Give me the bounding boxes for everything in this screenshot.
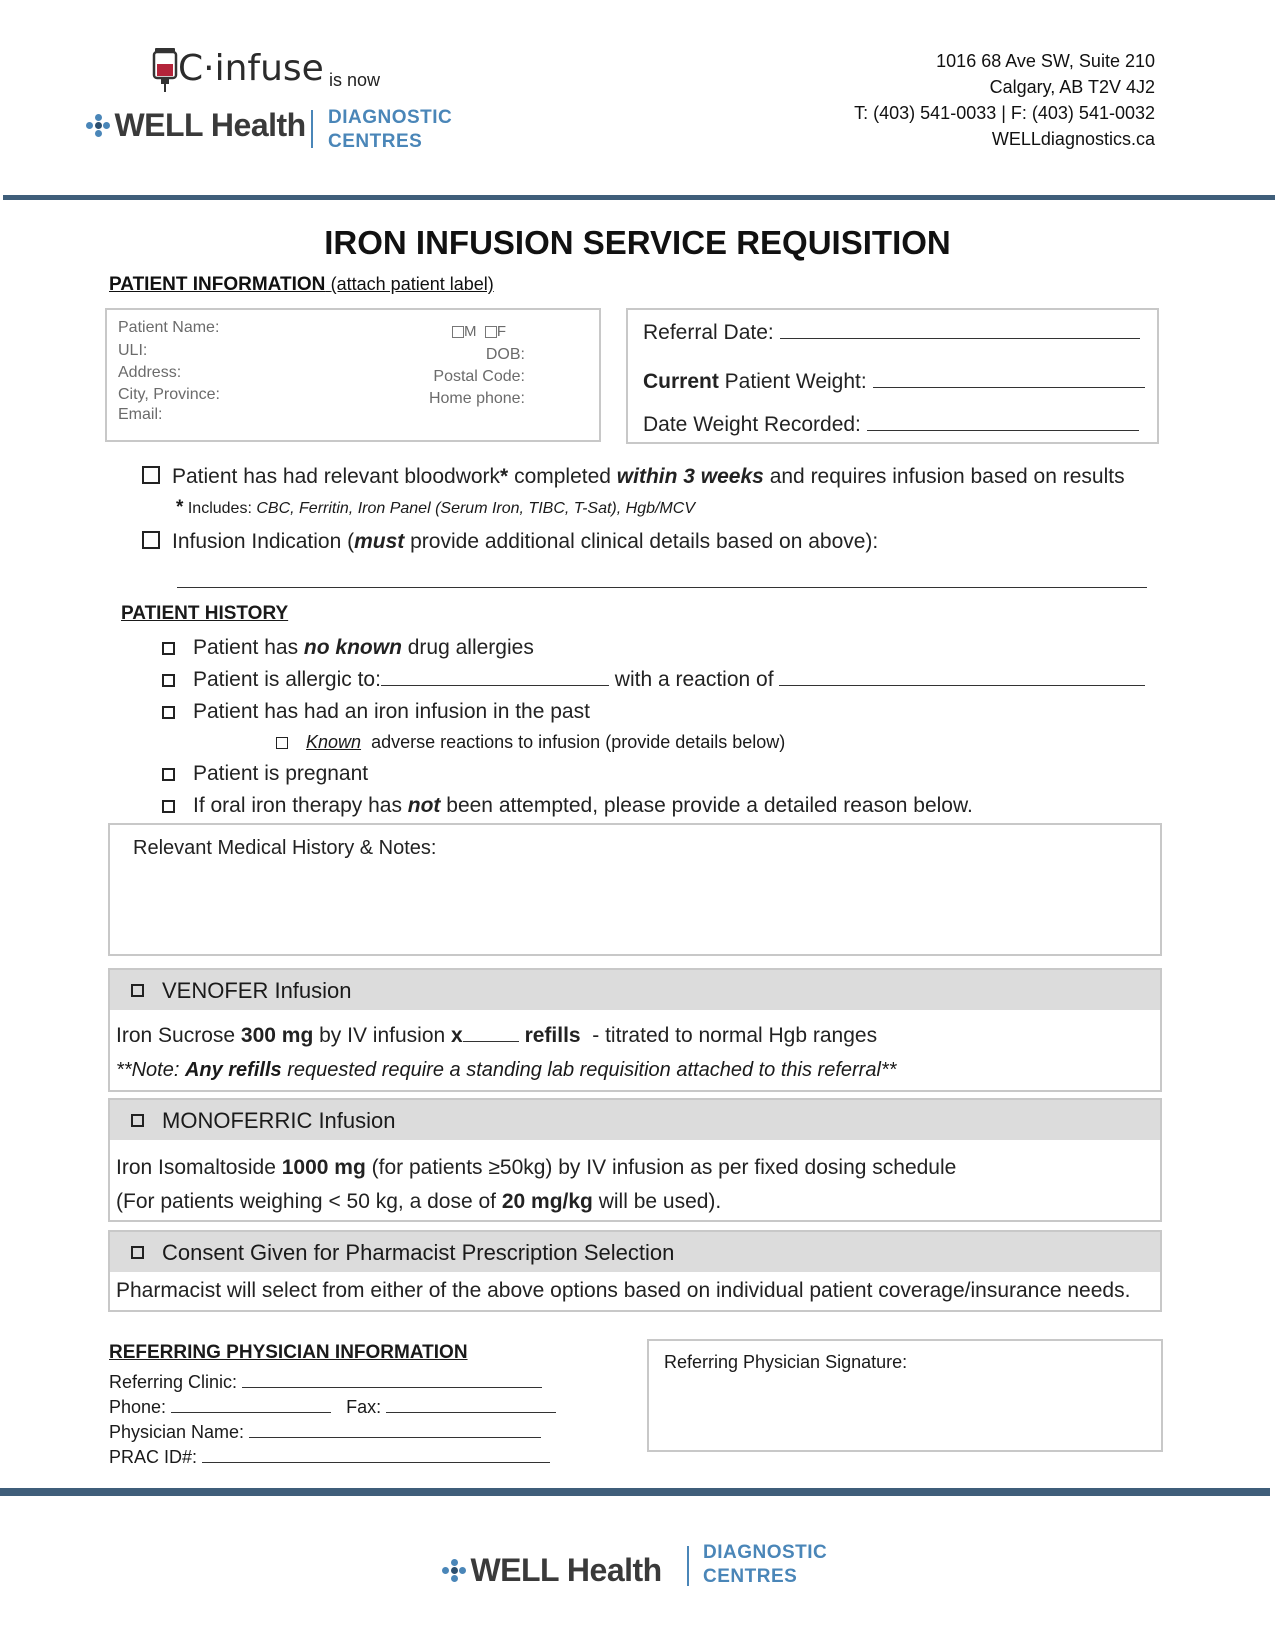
prac-id-row: [109, 1445, 556, 1470]
phone-label: Phone:: [109, 1397, 167, 1417]
venofer-note-emph: Any refills: [184, 1059, 282, 1081]
venofer-refills-field[interactable]: [463, 1040, 519, 1042]
sex-options: [452, 323, 506, 340]
known-adverse-row: [276, 732, 785, 753]
no-allergy-row: [162, 636, 534, 660]
physician-name-row: [109, 1420, 556, 1445]
oral-emph: not: [407, 794, 441, 817]
indication-details-field[interactable]: [177, 586, 1147, 588]
centres-text: CENTRES: [328, 131, 423, 152]
venofer-dose-line: [116, 1024, 877, 1048]
date-weight-field[interactable]: [867, 429, 1139, 431]
bloodwork-emph: within 3 weeks: [616, 465, 764, 488]
footer-well-dots-icon: [442, 1559, 466, 1583]
oral-text-1: If oral iron therapy has: [193, 794, 408, 817]
referral-date-row: [643, 321, 1140, 345]
fax-label: Fax:: [346, 1397, 382, 1417]
male-label: M: [464, 323, 477, 340]
well-dots-icon: [86, 114, 110, 138]
footer-well-health-logo: [442, 1552, 662, 1589]
known-adverse-checkbox[interactable]: [276, 737, 288, 749]
is-now-text: is now: [329, 70, 381, 90]
venofer-section: [108, 968, 1162, 1092]
clinic-label: Referring Clinic:: [109, 1372, 238, 1392]
bloodwork-includes: [176, 497, 695, 519]
consent-checkbox[interactable]: [131, 1246, 144, 1259]
well-health-logo: [86, 107, 306, 144]
clinic-address-block: [854, 48, 1155, 152]
footer-well-health-wordmark: WELL Health: [470, 1552, 662, 1588]
patient-history-heading: PATIENT HISTORY: [121, 603, 289, 624]
pregnant-text: Patient is pregnant: [193, 762, 369, 785]
postal-code-label: Postal Code:: [433, 368, 525, 385]
indication-checkbox[interactable]: [142, 531, 160, 549]
female-label: F: [496, 323, 507, 340]
date-weight-label: Date Weight Recorded:: [643, 413, 861, 436]
monoferric-weight-line: [116, 1190, 721, 1214]
monoferric-drug: Iron Isomaltoside: [116, 1156, 282, 1179]
monoferric-dose: 1000 mg: [281, 1156, 366, 1179]
city-province-label: City, Province:: [118, 386, 220, 403]
current-label: Current: [643, 370, 719, 393]
physician-name-field[interactable]: [249, 1436, 541, 1438]
email-label: Email:: [118, 406, 163, 423]
monoferric-weight-dose: 20 mg/kg: [501, 1190, 593, 1213]
male-checkbox[interactable]: [452, 326, 464, 338]
known-text: Known: [306, 732, 362, 752]
includes-list: CBC, Ferritin, Iron Panel (Serum Iron, TIBC, T-Sat), Hgb/MCV: [256, 500, 695, 517]
allergen-field[interactable]: [381, 684, 609, 686]
medical-history-notes-box[interactable]: [108, 823, 1162, 956]
referral-date-field[interactable]: [780, 337, 1140, 339]
oral-text-2: been attempted, please provide a detailed reason below.: [440, 794, 973, 817]
logo-divider: [311, 110, 313, 148]
consent-title: Consent Given for Pharmacist Prescription Selection: [162, 1240, 675, 1265]
address-label: Address:: [118, 364, 182, 381]
address-line-1: 1016 68 Ave SW, Suite 210: [936, 51, 1155, 71]
address-line-2: Calgary, AB T2V 4J2: [989, 77, 1155, 97]
oral-iron-checkbox[interactable]: [162, 800, 175, 813]
consent-text: Pharmacist will select from either of the above options based on individual patient coverage/insurance needs.: [116, 1279, 1131, 1302]
allergic-checkbox[interactable]: [162, 674, 175, 687]
venofer-checkbox[interactable]: [131, 984, 144, 997]
home-phone-label: Home phone:: [428, 390, 525, 407]
allergic-row: [162, 668, 1145, 692]
cinfuse-wordmark: C·infuse: [178, 48, 324, 89]
venofer-dose: 300 mg: [240, 1024, 314, 1047]
venofer-note-text: requested require a standing lab requisition attached to this referral**: [281, 1059, 897, 1081]
bloodwork-text-3: and requires infusion based on results: [763, 465, 1125, 488]
monoferric-section: [108, 1098, 1162, 1222]
monoferric-schedule: (for patients ≥50kg) by IV infusion as per fixed dosing schedule: [365, 1156, 957, 1179]
footer-diagnostic-text: DIAGNOSTIC: [703, 1542, 828, 1563]
venofer-route: by IV infusion: [313, 1024, 452, 1047]
patient-name-label: Patient Name:: [118, 319, 220, 336]
diagnostic-text: DIAGNOSTIC: [328, 107, 453, 128]
monoferric-header: [110, 1100, 1160, 1140]
venofer-refills-label: refills: [524, 1024, 581, 1047]
patient-weight-label: Patient Weight:: [718, 370, 867, 393]
with-reaction-label: with a reaction of: [614, 668, 774, 691]
patient-info-heading: [109, 274, 494, 296]
patient-weight-field[interactable]: [873, 386, 1145, 388]
physician-fields: [109, 1370, 556, 1470]
indication-text-1: Infusion Indication (: [172, 530, 355, 553]
patient-weight-row: [643, 370, 1145, 394]
includes-label: Includes:: [187, 500, 257, 517]
reaction-field[interactable]: [779, 684, 1145, 686]
past-infusion-row: [162, 700, 590, 724]
venofer-titration: - titrated to normal Hgb ranges: [586, 1024, 878, 1047]
footer-diagnostic-centres-wordmark: [703, 1541, 827, 1589]
bloodwork-checkbox[interactable]: [142, 466, 160, 484]
footer-logo-divider: [687, 1546, 689, 1586]
dob-label: DOB:: [485, 346, 525, 363]
venofer-note: [116, 1059, 896, 1082]
phone-fax-row: [109, 1395, 556, 1420]
consent-option: [131, 1240, 674, 1266]
diagnostic-centres-wordmark: [328, 106, 452, 154]
monoferric-option: [131, 1108, 396, 1134]
indication-text-2: provide additional clinical details based on above):: [404, 530, 879, 553]
fax-field[interactable]: [386, 1411, 556, 1413]
female-checkbox[interactable]: [485, 326, 497, 338]
no-allergy-text-1: Patient has: [193, 636, 304, 659]
phone-field[interactable]: [171, 1411, 331, 1413]
physician-signature-box[interactable]: [647, 1339, 1163, 1452]
indication-row: [142, 530, 878, 554]
uli-label: ULI:: [118, 342, 148, 359]
patient-info-heading-note: (attach patient label): [330, 274, 494, 294]
no-allergy-text-2: drug allergies: [401, 636, 534, 659]
notes-label: Relevant Medical History & Notes:: [133, 837, 437, 859]
date-weight-row: [643, 413, 1139, 437]
consent-header: [110, 1232, 1160, 1272]
monoferric-weight-end: will be used).: [592, 1190, 722, 1213]
no-allergy-checkbox[interactable]: [162, 642, 175, 655]
footer-divider: [0, 1488, 1270, 1496]
monoferric-weight-text: (For patients weighing < 50 kg, a dose of: [116, 1190, 502, 1213]
no-allergy-emph: no known: [303, 636, 402, 659]
venofer-x: x: [451, 1024, 463, 1047]
includes-star: *: [176, 497, 184, 518]
oral-iron-row: [162, 794, 973, 818]
well-health-wordmark: WELL Health: [114, 107, 306, 143]
physician-name-label: Physician Name:: [109, 1422, 245, 1442]
prac-id-label: PRAC ID#:: [109, 1447, 198, 1467]
patient-info-heading-text: PATIENT INFORMATION: [109, 274, 326, 295]
page-title: IRON INFUSION SERVICE REQUISITION: [324, 224, 951, 261]
website-link[interactable]: WELLdiagnostics.ca: [991, 129, 1155, 149]
bloodwork-star: *: [500, 465, 509, 488]
venofer-drug: Iron Sucrose: [116, 1024, 241, 1047]
consent-section: [108, 1230, 1162, 1312]
pregnant-row: [162, 762, 368, 786]
bloodwork-text-2: completed: [508, 465, 617, 488]
adverse-text: adverse reactions to infusion (provide details below): [371, 732, 786, 752]
clinic-row: [109, 1370, 556, 1395]
venofer-title: VENOFER Infusion: [162, 978, 352, 1003]
clinic-field[interactable]: [242, 1386, 542, 1388]
monoferric-title: MONOFERRIC Infusion: [162, 1108, 396, 1133]
venofer-option: [131, 978, 352, 1004]
past-infusion-text: Patient has had an iron infusion in the past: [193, 700, 590, 723]
past-infusion-checkbox[interactable]: [162, 706, 175, 719]
iv-bag-icon: [152, 46, 178, 92]
indication-emph: must: [354, 530, 405, 553]
venofer-note-prefix: **Note:: [116, 1059, 185, 1081]
referral-date-label: Referral Date:: [643, 321, 774, 344]
pregnant-checkbox[interactable]: [162, 768, 175, 781]
venofer-header: [110, 970, 1160, 1010]
footer-centres-text: CENTRES: [703, 1566, 798, 1587]
referral-box: [626, 308, 1159, 444]
phone-fax-line: T: (403) 541-0033 | F: (403) 541-0032: [854, 103, 1155, 123]
patient-label-box[interactable]: [105, 308, 601, 442]
physician-heading: REFERRING PHYSICIAN INFORMATION: [109, 1342, 468, 1363]
allergic-to-label: Patient is allergic to:: [193, 668, 381, 691]
bloodwork-row: [142, 465, 1125, 489]
monoferric-checkbox[interactable]: [131, 1114, 144, 1127]
header-divider: [3, 195, 1275, 200]
bloodwork-text-1: Patient has had relevant bloodwork: [172, 465, 501, 488]
signature-label: Referring Physician Signature:: [664, 1352, 908, 1372]
monoferric-dose-line: [116, 1156, 956, 1180]
prac-id-field[interactable]: [202, 1461, 550, 1463]
